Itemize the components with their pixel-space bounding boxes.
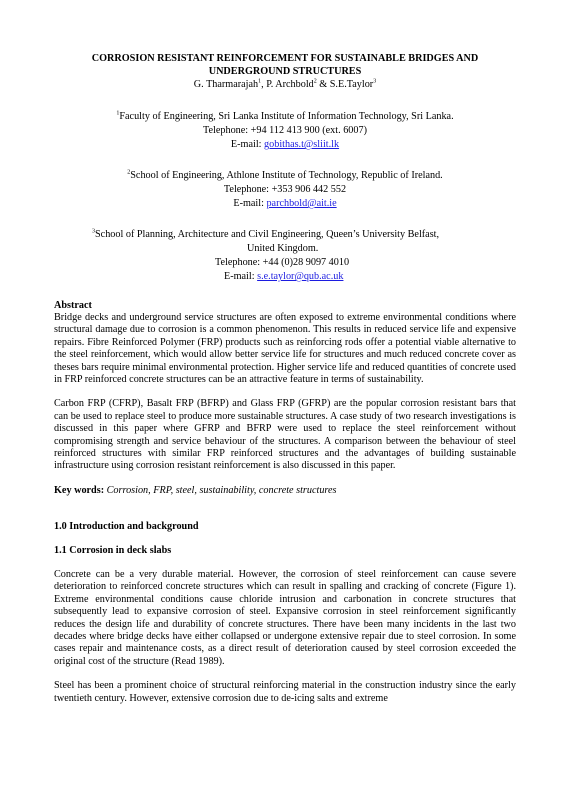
affiliation-3-number: 3 [92, 228, 95, 235]
author-3: & S.E.Taylor [316, 79, 374, 90]
affiliation-2-telephone: Telephone: +353 906 442 552 [223, 184, 347, 195]
title-line-1: CORROSION RESISTANT REINFORCEMENT FOR SUSTAINABLE BRIDGES AND [91, 53, 479, 64]
affiliation-3-telephone: Telephone: +44 (0)28 9097 4010 [215, 257, 350, 268]
keywords-label: Key words: [54, 484, 105, 496]
affiliation-1-number: 1 [116, 110, 120, 117]
affiliation-1-email-label: E-mail: [230, 139, 265, 150]
affiliation-2-email-label: E-mail: [233, 198, 267, 209]
author-list [54, 78, 516, 91]
author-2: , P. Archbold [261, 79, 314, 90]
author-2-affil: 2 [313, 78, 317, 85]
affiliation-2-email-link[interactable]: parchbold@ait.ie [266, 198, 337, 209]
affiliation-1-email-link[interactable]: gobithas.t@sliit.lk [264, 139, 340, 150]
affiliation-2-institution: School of Engineering, Athlone Institute of Technology, Republic of Ireland. [130, 170, 443, 181]
affiliation-1-institution: Faculty of Engineering, Sri Lanka Institute of Information Technology, Sri Lanka. [119, 111, 454, 122]
author-3-affil: 3 [373, 78, 377, 85]
affiliation-3-email-label: E-mail: [224, 271, 258, 282]
affiliation-1-telephone: Telephone: +94 112 413 900 (ext. 6007) [203, 125, 367, 136]
abstract-paragraph-1: Bridge decks and underground service structures are often exposed to extreme environmental conditions where structural damage due to corrosion is a common phenomenon. This results in reduced service life and expensive repairs. Fibre Reinforced Polymer (FRP) products such as reinforcing rods offer a potential viable alternative to the steel reinforcement, which would allow better service life for structures and much reduced concrete cover as theses bars require minimal environmental protection. Higher service life and reduced quantities of concrete used in FRP reinforced concrete structures can be an attractive feature in terms of sustainability. [54, 312, 516, 386]
abstract-paragraph-2: Carbon FRP (CFRP), Basalt FRP (BFRP) and Glass FRP (GFRP) are the popular corrosion resistant bars that can be used to replace steel to produce more sustainable structures. A case study of two research investigations is discussed in this paper where GFRP and BFRP were used to replace the steel reinforcement without compromising strength and service behaviour of the structures. A comparison between the behaviour of steel reinforced structures with similar FRP reinforced structures and the advantages of building sustainable infrastructure using corrosion resistant reinforcement is also discussed in this paper. [54, 398, 516, 472]
abstract-section [54, 300, 516, 473]
section-heading-introduction: 1.0 Introduction and background [54, 520, 199, 532]
affiliation-3-institution-line-2: United Kingdom. [247, 243, 319, 254]
affiliation-3 [54, 228, 516, 284]
keywords-line [54, 485, 516, 497]
keywords-values: Corrosion, FRP, steel, sustainability, concrete structures [104, 484, 337, 496]
body-paragraph-1: Concrete can be a very durable material. However, the corrosion of steel reinforcement can cause severe deterioration to reinforced concrete structures which can result in spalling and cracking of concrete (Figure 1). Extreme environmental conditions cause chloride intrusion and carbonation in concrete structures that subsequently lead to expansive corrosion of steel. Expansive corrosion in steel reinforcement significantly reduces the design life and durability of concrete structures. There have been many incidents in the last two decades where bridge decks have either collapsed or undergone extensive repair due to steel corrosion. In some cases repair and maintenance costs, as a direct result of deterioration caused by steel corrosion exceeded the original cost of the structure (Read 1989). [54, 568, 516, 667]
author-1: G. Tharmarajah [193, 79, 259, 90]
subsection-heading-corrosion: 1.1 Corrosion in deck slabs [54, 544, 172, 556]
affiliation-3-email-link[interactable]: s.e.taylor@qub.ac.uk [257, 271, 344, 282]
paper-title [54, 52, 516, 78]
affiliation-3-institution: School of Planning, Architecture and Civil Engineering, Queen’s University Belfast, [95, 229, 440, 240]
title-line-2: UNDERGROUND STRUCTURES [208, 66, 362, 77]
affiliation-2-number: 2 [127, 169, 131, 176]
body-paragraph-2: Steel has been a prominent choice of structural reinforcing material in the construction industry since the early twentieth century. However, extensive corrosion due to de-icing salts and extreme [54, 680, 516, 704]
paper-page [54, 52, 516, 705]
author-1-affil: 1 [258, 78, 262, 85]
abstract-heading: Abstract [54, 300, 92, 311]
affiliation-2 [54, 169, 516, 211]
affiliation-1 [54, 110, 516, 152]
